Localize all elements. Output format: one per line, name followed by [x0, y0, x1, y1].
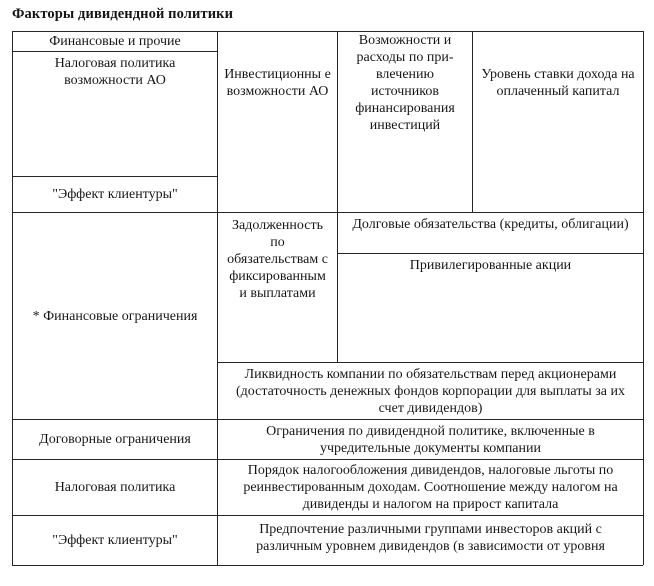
cell-liquidity [218, 363, 643, 419]
cell-dividend-policy-limits [218, 420, 643, 459]
cell-debt-obligations [338, 213, 643, 253]
cell-financing-costs [338, 32, 472, 212]
cell-text: * Финансовые ограничения [32, 308, 198, 324]
cell-text: Предпочтение различными группами инвесторов акций с различным уровнем дивидендов (в зависимости от уровня [256, 522, 605, 554]
cell-text: Задолженность по обязательствам с фиксированным и выплатами [227, 218, 328, 301]
cell-clientele-bottom [13, 516, 217, 565]
cell-fixed-obligations [218, 213, 337, 362]
cell-preferred-shares [338, 254, 643, 362]
cell-text: Договорные ограничения [39, 432, 191, 447]
cell-text: Ограничения по дивидендной политике, включенные в учредительные документы компании [266, 423, 595, 456]
cell-contract-constraints [13, 420, 217, 459]
cell-text: Долговые обязательства (кредиты, облигации) [352, 217, 629, 232]
table-border-bottom [12, 565, 643, 566]
cell-text: Возможности и расходы по при-влечению источников финансирования инвестиций [355, 33, 455, 133]
cell-tax-policy-desc [218, 460, 643, 515]
cell-text: Уровень ставки дохода на оплаченный капитал [481, 67, 635, 99]
page-title: Факторы дивидендной политики [12, 6, 234, 22]
cell-tax-ability [13, 52, 217, 176]
cell-text: Налоговая политика возможности АО [54, 56, 176, 88]
cell-financial-constraints [13, 213, 217, 419]
cell-clientele-top [13, 177, 217, 212]
cell-text: "Эффект клиентуры" [52, 533, 178, 548]
cell-text: Ликвидность компании по обязательствам перед акционерами (достаточность денежных фондов корпорации для выплаты за их счет дивидендов) [236, 366, 625, 416]
cell-paid-capital-rate [473, 32, 643, 212]
cell-investment [218, 32, 337, 212]
cell-text: Налоговая политика [54, 480, 176, 495]
cell-text: "Эффект клиентуры" [52, 187, 178, 202]
cell-text: Инвестиционны е возможности АО [224, 67, 331, 99]
cell-text: Порядок налогообложения дивидендов, налоговые льготы по реинвестированным доходам. Соотношение между налогом на дивиденды и налогом на прирост капитала [243, 463, 618, 512]
cell-text: Финансовые и прочие [49, 34, 181, 49]
cell-text: Привилегированные акции [409, 258, 572, 273]
cell-clientele-desc [218, 516, 643, 565]
cell-tax-policy [13, 460, 217, 515]
table-border-right [643, 31, 644, 565]
cell-financial-other [13, 32, 217, 51]
